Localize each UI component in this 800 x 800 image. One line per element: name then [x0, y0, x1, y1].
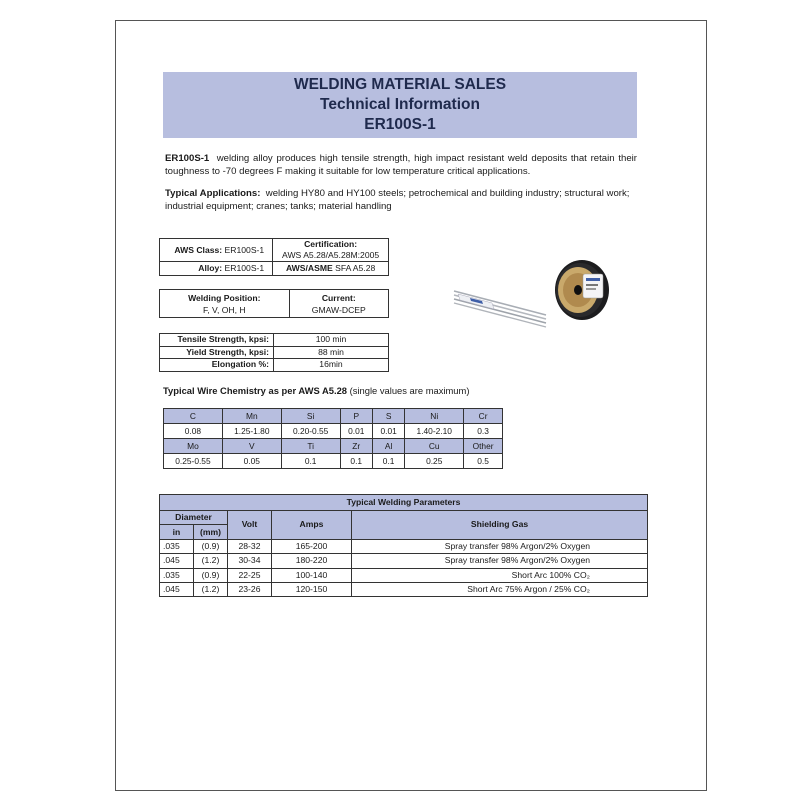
typical-applications: [165, 187, 637, 213]
certification-value: AWS A5.28/A5.28M:2005: [282, 250, 380, 260]
volt-cell: 23-26: [228, 582, 272, 596]
applications-label: Typical Applications:: [165, 188, 261, 199]
table-row: [160, 359, 389, 372]
element-header-mn: Mn: [222, 409, 281, 424]
element-value-other: 0.5: [464, 454, 503, 469]
element-value-al: 0.1: [372, 454, 404, 469]
table-row: [160, 334, 389, 347]
element-value-mo: 0.25-0.55: [164, 454, 223, 469]
welding-parameters-title: Typical Welding Parameters: [160, 495, 648, 511]
element-header-ni: Ni: [405, 409, 464, 424]
chemistry-heading-note: (single values are maximum): [349, 385, 470, 396]
diameter-mm-cell: (0.9): [194, 539, 228, 553]
table-row: [164, 424, 503, 439]
element-header-zr: Zr: [340, 439, 372, 454]
element-header-p: P: [340, 409, 372, 424]
diameter-mm-cell: (1.2): [194, 582, 228, 596]
tensile-strength-value: 100 min: [274, 334, 389, 347]
amps-header: Amps: [272, 511, 352, 540]
element-header-si: Si: [281, 409, 340, 424]
certification-label: Certification:: [304, 239, 358, 249]
company-title: WELDING MATERIAL SALES: [293, 76, 507, 93]
element-header-al: Al: [372, 439, 404, 454]
shielding-gas-cell: Short Arc 75% Argon / 25% CO₂: [352, 582, 648, 596]
element-header-cr: Cr: [464, 409, 503, 424]
table-row: [164, 409, 503, 424]
diameter-in-cell: .045: [160, 554, 194, 568]
table-header-row: [160, 511, 648, 525]
element-value-c: 0.08: [164, 424, 223, 439]
amps-cell: 180-220: [272, 554, 352, 568]
shielding-gas-header: Shielding Gas: [352, 511, 648, 540]
element-value-v: 0.05: [222, 454, 281, 469]
asme-label: AWS/ASME: [285, 263, 333, 273]
current-cell: [289, 290, 388, 318]
element-header-mo: Mo: [164, 439, 223, 454]
diameter-in-cell: .035: [160, 568, 194, 582]
table-title-row: [160, 495, 648, 511]
alloy-cell: [160, 262, 273, 276]
element-header-ti: Ti: [281, 439, 340, 454]
aws-class-value: ER100S-1: [224, 244, 265, 255]
mechanical-properties-table: [159, 333, 389, 372]
welding-parameters-table: [159, 494, 648, 597]
document-subtitle: Technical Information: [320, 96, 480, 113]
element-value-s: 0.01: [372, 424, 404, 439]
table-row: [160, 582, 648, 596]
product-code: ER100S-1: [364, 116, 436, 133]
welding-position-cell: [160, 290, 290, 318]
mm-header: (mm): [194, 525, 228, 539]
wire-spool-image: [555, 260, 609, 320]
product-description: [165, 152, 637, 178]
position-table: [159, 289, 389, 318]
element-value-cu: 0.25: [405, 454, 464, 469]
applications-text: welding HY80 and HY100 steels; petrochemical and building industry; structural work; industrial equipment; cranes; tanks; material handling: [165, 188, 630, 212]
inch-header: in: [160, 525, 194, 539]
alloy-label: Alloy:: [198, 263, 223, 273]
certification-cell: [273, 239, 389, 262]
volt-cell: 22-25: [228, 568, 272, 582]
table-row: [160, 346, 389, 359]
asme-value: SFA A5.28: [335, 263, 376, 273]
volt-header: Volt: [228, 511, 272, 540]
diameter-mm-cell: (0.9): [194, 568, 228, 582]
chemistry-heading: [163, 385, 469, 396]
title-banner: [163, 72, 637, 138]
element-value-ti: 0.1: [281, 454, 340, 469]
aws-class-label: AWS Class:: [174, 244, 223, 255]
table-row: [164, 454, 503, 469]
table-row: [160, 568, 648, 582]
element-value-p: 0.01: [340, 424, 372, 439]
asme-cell: [273, 262, 389, 276]
element-header-v: V: [222, 439, 281, 454]
wire-chemistry-table: [163, 408, 503, 469]
diameter-in-cell: .045: [160, 582, 194, 596]
element-value-mn: 1.25-1.80: [222, 424, 281, 439]
welding-position-value: F, V, OH, H: [202, 304, 246, 315]
product-photo: [452, 258, 612, 338]
element-value-si: 0.20-0.55: [281, 424, 340, 439]
table-row: [164, 439, 503, 454]
diameter-mm-cell: (1.2): [194, 554, 228, 568]
yield-strength-value: 88 min: [274, 346, 389, 359]
aws-class-cell: [160, 239, 273, 262]
tensile-strength-label: Tensile Strength, kpsi:: [160, 334, 274, 347]
filler-rods-image: [454, 291, 546, 327]
shielding-gas-cell: Spray transfer 98% Argon/2% Oxygen: [352, 554, 648, 568]
element-value-zr: 0.1: [340, 454, 372, 469]
element-value-cr: 0.3: [464, 424, 503, 439]
amps-cell: 100-140: [272, 568, 352, 582]
welding-position-label: Welding Position:: [188, 292, 261, 303]
volt-cell: 30-34: [228, 554, 272, 568]
yield-strength-label: Yield Strength, kpsi:: [160, 346, 274, 359]
element-header-other: Other: [464, 439, 503, 454]
shielding-gas-cell: Short Arc 100% CO₂: [352, 568, 648, 582]
elongation-value: 16min: [274, 359, 389, 372]
element-header-c: C: [164, 409, 223, 424]
alloy-value: ER100S-1: [224, 263, 265, 273]
element-header-s: S: [372, 409, 404, 424]
element-value-ni: 1.40-2.10: [405, 424, 464, 439]
shielding-gas-cell: Spray transfer 98% Argon/2% Oxygen: [352, 539, 648, 553]
classification-table: [159, 238, 389, 276]
element-header-cu: Cu: [405, 439, 464, 454]
elongation-label: Elongation %:: [160, 359, 274, 372]
volt-cell: 28-32: [228, 539, 272, 553]
diameter-header: Diameter: [160, 511, 228, 525]
table-row: [160, 554, 648, 568]
current-label: Current:: [321, 292, 356, 303]
chemistry-heading-title: Typical Wire Chemistry as per AWS A5.28: [163, 385, 348, 396]
description-lead: ER100S-1: [165, 153, 210, 164]
amps-cell: 120-150: [272, 582, 352, 596]
table-row: [160, 539, 648, 553]
diameter-in-cell: .035: [160, 539, 194, 553]
description-text: welding alloy produces high tensile strength, high impact resistant weld deposits that retain their toughness to -70 degrees F making it suitable for low temperature critical applications.: [165, 153, 637, 177]
amps-cell: 165-200: [272, 539, 352, 553]
current-value: GMAW-DCEP: [311, 304, 366, 315]
